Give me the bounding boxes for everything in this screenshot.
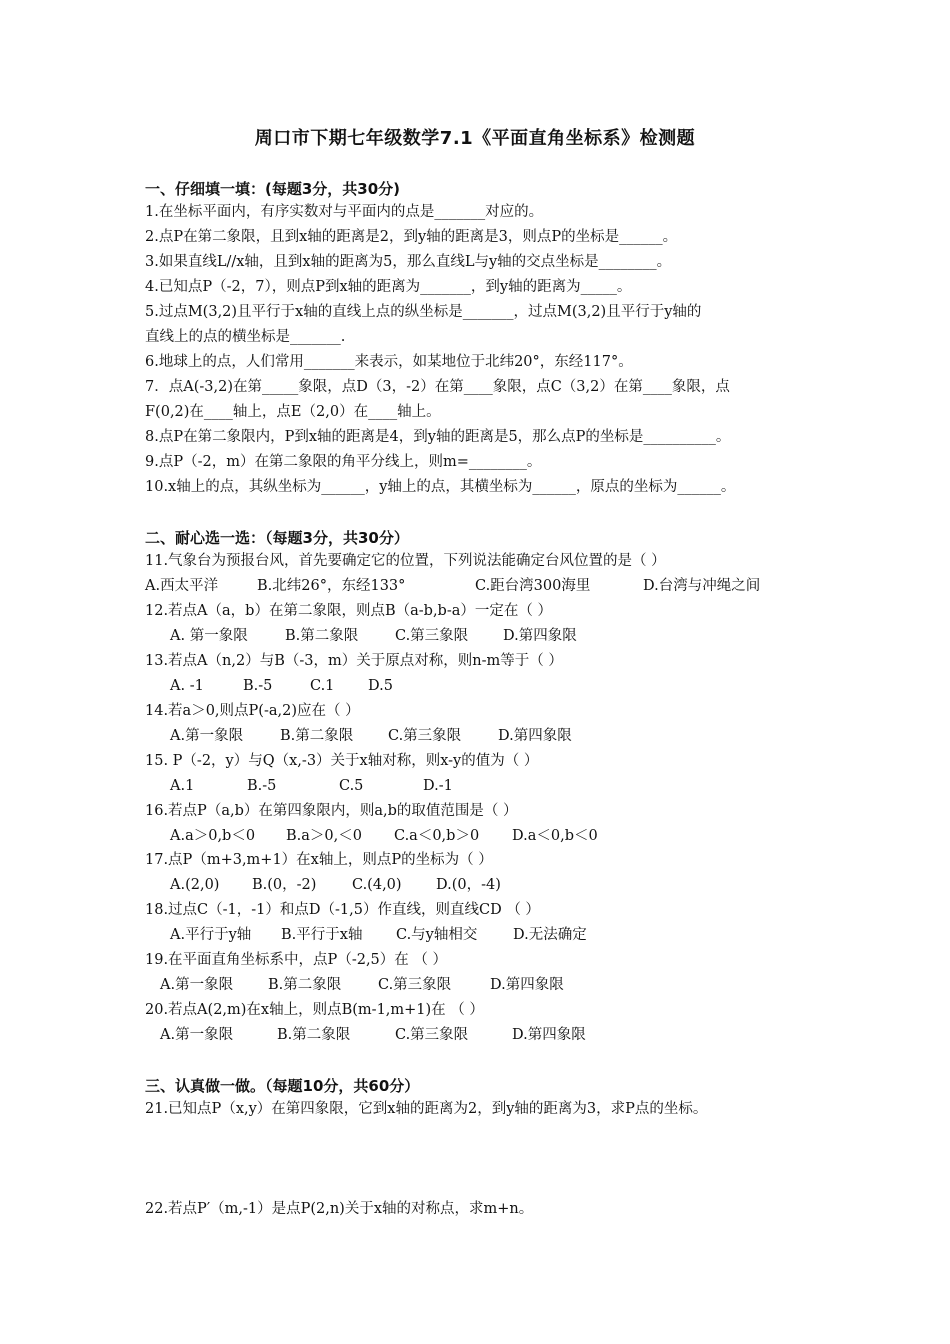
question-14: 14.若a＞0,则点P(-a,2)应在（ ） xyxy=(145,703,360,719)
question-16: 16.若点P（a,b）在第四象限内，则a,b的取值范围是（ ） xyxy=(145,803,518,819)
question-18-options xyxy=(170,923,587,947)
option-c: C.第三象限 xyxy=(388,728,462,744)
option-a: A.第一象限 xyxy=(160,1027,234,1043)
option-b: B.第二象限 xyxy=(285,628,359,644)
question-5-cont: 直线上的点的横坐标是_______. xyxy=(145,329,346,345)
question-22: 22.若点P′（m,-1）是点P(2,n)关于x轴的对称点，求m+n。 xyxy=(145,1201,534,1217)
option-a: A.a＞0,b＜0 xyxy=(170,828,256,844)
question-4: 4.已知点P（-2，7），则点P到x轴的距离为_______，到y轴的距离为_____。 xyxy=(145,279,632,295)
question-11: 11.气象台为预报台风，首先要确定它的位置，下列说法能确定台风位置的是（ ） xyxy=(145,553,666,569)
question-17-options xyxy=(170,873,501,897)
question-15: 15. P（-2，y）与Q（x,-3）关于x轴对称，则x-y的值为（ ） xyxy=(145,753,539,769)
question-7: 7．点A(-3,2)在第_____象限，点D（3，-2）在第____象限，点C（3,2）在第____象限，点 xyxy=(145,379,730,395)
question-11-options xyxy=(145,574,760,598)
option-d: D.第四象限 xyxy=(512,1027,586,1043)
section2-heading: 二、耐心选一选：（每题3分，共30分） xyxy=(145,529,409,547)
option-b: B.第二象限 xyxy=(280,728,354,744)
option-a: A.西太平洋 xyxy=(145,578,219,594)
option-d: D.-1 xyxy=(423,778,453,794)
question-2: 2.点P在第二象限，且到x轴的距离是2，到y轴的距离是3，则点P的坐标是______。 xyxy=(145,229,678,245)
question-12: 12.若点A（a，b）在第二象限，则点B（a-b,b-a）一定在（ ） xyxy=(145,603,552,619)
option-b: B.第二象限 xyxy=(277,1027,351,1043)
question-13-options xyxy=(170,674,393,698)
question-12-options xyxy=(170,624,577,648)
question-9: 9.点P（-2，m）在第二象限的角平分线上，则m=________。 xyxy=(145,454,542,470)
question-17: 17.点P（m+3,m+1）在x轴上，则点P的坐标为（ ） xyxy=(145,852,493,868)
option-b: B.-5 xyxy=(243,678,273,694)
question-21: 21.已知点P（x,y）在第四象限，它到x轴的距离为2，到y轴的距离为3，求P点的坐标。 xyxy=(145,1101,708,1117)
option-b: B.-5 xyxy=(247,778,277,794)
option-c: C.(4,0) xyxy=(352,877,402,893)
option-c: C.第三象限 xyxy=(395,1027,469,1043)
option-b: B.第二象限 xyxy=(268,977,342,993)
question-15-options xyxy=(170,774,453,798)
option-a: A.第一象限 xyxy=(170,728,244,744)
section1-heading: 一、仔细填一填：(每题3分，共30分) xyxy=(145,180,401,198)
page-title: 周口市下期七年级数学7.1《平面直角坐标系》检测题 xyxy=(254,128,696,149)
question-13: 13.若点A（n,2）与B（-3，m）关于原点对称，则n-m等于（ ） xyxy=(145,653,563,669)
question-10: 10.x轴上的点，其纵坐标为______，y轴上的点，其横坐标为______，原点的坐标为______。 xyxy=(145,479,736,495)
option-d: D.第四象限 xyxy=(503,628,577,644)
option-a: A.第一象限 xyxy=(160,977,234,993)
option-a: A.1 xyxy=(170,778,195,794)
question-14-options xyxy=(170,724,572,748)
question-16-options xyxy=(170,824,598,848)
option-d: D.a＜0,b＜0 xyxy=(512,828,598,844)
option-c: C.第三象限 xyxy=(378,977,452,993)
option-a: A. -1 xyxy=(170,678,204,694)
option-c: C.第三象限 xyxy=(395,628,469,644)
option-d: D.第四象限 xyxy=(490,977,564,993)
option-c: C.a＜0,b＞0 xyxy=(394,828,480,844)
question-7-cont: F(0,2)在____轴上，点E（2,0）在____轴上。 xyxy=(145,404,441,420)
option-a: A.(2,0) xyxy=(170,877,220,893)
question-19: 19.在平面直角坐标系中，点P（-2,5）在 （ ） xyxy=(145,952,447,968)
option-c: C.1 xyxy=(310,678,335,694)
option-d: D.5 xyxy=(368,678,393,694)
question-19-options xyxy=(160,973,564,997)
option-d: D.(0，-4) xyxy=(436,877,501,893)
question-20-options xyxy=(160,1023,586,1047)
question-8: 8.点P在第二象限内，P到x轴的距离是4，到y轴的距离是5，那么点P的坐标是__________。 xyxy=(145,429,731,445)
section3-heading: 三、认真做一做。（每题10分，共60分） xyxy=(145,1077,420,1095)
option-a: A. 第一象限 xyxy=(170,628,248,644)
option-b: B.平行于x轴 xyxy=(281,927,363,943)
question-3: 3.如果直线L//x轴，且到x轴的距离为5，那么直线L与y轴的交点坐标是________。 xyxy=(145,254,672,270)
option-c: C.与y轴相交 xyxy=(396,927,478,943)
option-a: A.平行于y轴 xyxy=(170,927,252,943)
question-5: 5.过点M(3,2)且平行于x轴的直线上点的纵坐标是_______，过点M(3,2)且平行于y轴的 xyxy=(145,304,702,320)
option-d: D.台湾与冲绳之间 xyxy=(643,578,761,594)
option-c: C.5 xyxy=(339,778,364,794)
question-6: 6.地球上的点，人们常用_______来表示，如某地位于北纬20°，东经117°。 xyxy=(145,354,633,370)
option-d: D.第四象限 xyxy=(498,728,572,744)
option-b: B.(0，-2) xyxy=(252,877,317,893)
option-b: B.a＞0,＜0 xyxy=(286,828,362,844)
option-b: B.北纬26°，东经133° xyxy=(257,578,406,594)
question-20: 20.若点A(2,m)在x轴上，则点B(m-1,m+1)在 （ ） xyxy=(145,1002,484,1018)
option-c: C.距台湾300海里 xyxy=(475,578,591,594)
question-18: 18.过点C（-1，-1）和点D（-1,5）作直线，则直线CD （ ） xyxy=(145,902,540,918)
question-1: 1.在坐标平面内，有序实数对与平面内的点是_______对应的。 xyxy=(145,204,544,220)
option-d: D.无法确定 xyxy=(513,927,587,943)
